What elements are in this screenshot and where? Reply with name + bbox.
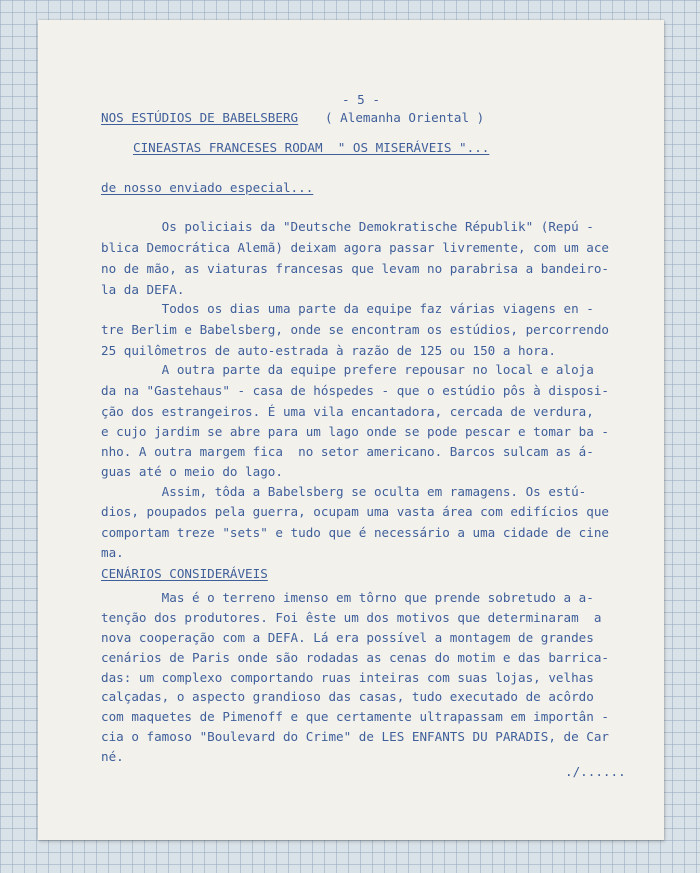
section-line: das: um complexo comportando ruas inteiras com suas lojas, velhas — [101, 670, 594, 685]
body-line: la da DEFA. — [101, 282, 185, 297]
section-heading: CENÁRIOS CONSIDERÁVEIS — [101, 566, 268, 581]
byline: de nosso enviado especial... — [101, 180, 314, 195]
body-line: comportam treze "sets" e tudo que é necessário a uma cidade de cine — [101, 525, 609, 540]
page-number: - 5 - — [342, 92, 380, 107]
section-line: cia o famoso "Boulevard do Crime" de LES ENFANTS DU PARADIS, de Car — [101, 729, 609, 744]
body-line: Os policiais da "Deutsche Demokratische Républik" (Repú - — [101, 219, 594, 234]
body-line: ção dos estrangeiros. É uma vila encantadora, cercada de verdura, — [101, 404, 594, 419]
body-line: no de mão, as viaturas francesas que levam no parabrisa a bandeiro- — [101, 261, 609, 276]
body-line: blica Democrática Alemã) deixam agora passar livremente, com um ace — [101, 240, 609, 255]
section-line: calçadas, o aspecto grandioso das casas, tudo executado de acôrdo — [101, 689, 594, 704]
heading-subtitle: CINEASTAS FRANCESES RODAM " OS MISERÁVEIS "... — [133, 140, 490, 155]
section-line: né. — [101, 749, 124, 764]
body-line: guas até o meio do lago. — [101, 464, 283, 479]
continuation-mark: ./...... — [565, 764, 626, 779]
body-line: e cujo jardim se abre para um lago onde se pode pescar e tomar ba - — [101, 424, 609, 439]
body-line: tre Berlim e Babelsberg, onde se encontram os estúdios, percorrendo — [101, 322, 609, 337]
body-line: ma. — [101, 545, 124, 560]
heading-subtitle-paren: ( Alemanha Oriental ) — [325, 110, 485, 125]
body-line: da na "Gastehaus" - casa de hóspedes - que o estúdio pôs à disposi- — [101, 383, 609, 398]
body-line: A outra parte da equipe prefere repousar no local e aloja — [101, 362, 594, 377]
section-line: nova cooperação com a DEFA. Lá era possível a montagem de grandes — [101, 630, 594, 645]
heading-title: NOS ESTÚDIOS DE BABELSBERG — [101, 110, 299, 125]
body-line: Todos os dias uma parte da equipe faz várias viagens en - — [101, 301, 594, 316]
section-line: com maquetes de Pimenoff e que certamente ultrapassam em importân - — [101, 709, 609, 724]
section-line: Mas é o terreno imenso em tôrno que prende sobretudo a a- — [101, 590, 594, 605]
section-line: tenção dos produtores. Foi êste um dos motivos que determinaram a — [101, 610, 602, 625]
section-line: cenários de Paris onde são rodadas as cenas do motim e das barrica- — [101, 650, 609, 665]
body-line: nho. A outra margem fica no setor americano. Barcos sulcam as á- — [101, 444, 594, 459]
body-line: Assim, tôda a Babelsberg se oculta em ramagens. Os estú- — [101, 484, 587, 499]
body-line: 25 quilômetros de auto-estrada à razão de 125 ou 150 a hora. — [101, 343, 556, 358]
body-line: dios, poupados pela guerra, ocupam uma vasta área com edifícios que — [101, 504, 609, 519]
